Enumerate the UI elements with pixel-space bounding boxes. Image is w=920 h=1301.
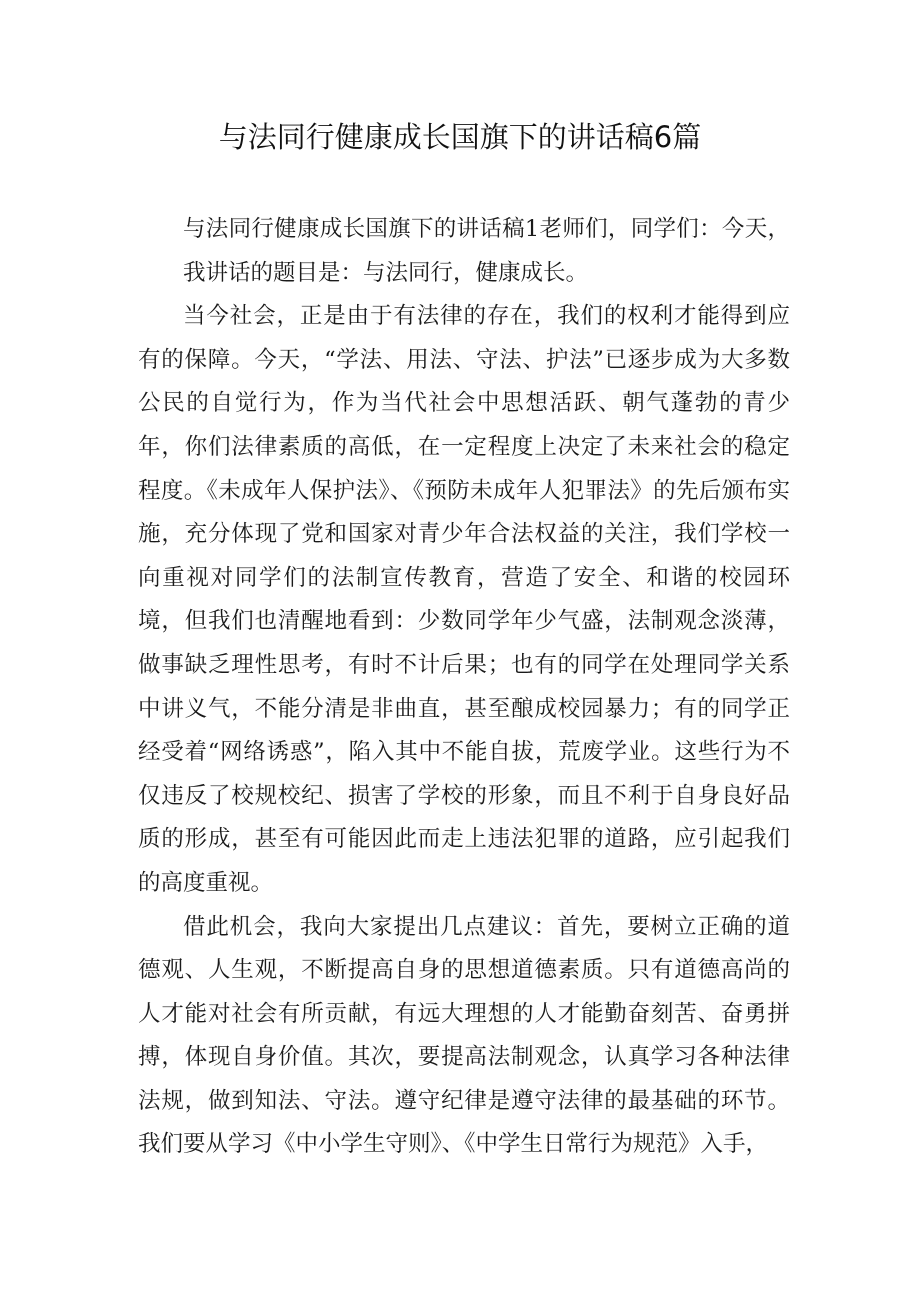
paragraph-2: 当今社会，正是由于有法律的存在，我们的权利才能得到应有的保障。今天，“学法、用法、守法、护法”已逐步成为大多数公民的自觉行为，作为当代社会中思想活跃、朝气蓬勃的青少年，你们法律素质的高低，在一定程度上决定了未来社会的稳定程度。《未成年人保护法》、《预防未成年人犯罪法》的先后颁布实施，充分体现了党和国家对青少年合法权益的关注，我们学校一向重视对同学们的法制宣传教育，营造了安全、和谐的校园环境，但我们也清醒地看到：少数同学年少气盛，法制观念淡薄，做事缺乏理性思考，有时不计后果；也有的同学在处理同学关系中讲义气，不能分清是非曲直，甚至酿成校园暴力；有的同学正经受着“网络诱惑”，陷入其中不能自拔，荒废学业。这些行为不仅违反了校规校纪、损害了学校的形象，而且不利于自身良好品质的形成，甚至有可能因此而走上违法犯罪的道路，应引起我们的高度重视。 <box>138 303 790 896</box>
document-title: 与法同行健康成长国旗下的讲话稿6篇 <box>218 120 702 154</box>
document-body <box>138 208 790 1167</box>
paragraph-1: 与法同行健康成长国旗下的讲话稿1老师们，同学们：今天，我讲话的题目是：与法同行，健康成长。 <box>183 216 790 286</box>
paragraph-3: 借此机会，我向大家提出几点建议：首先，要树立正确的道德观、人生观，不断提高自身的思想道德素质。只有道德高尚的人才能对社会有所贡献，有远大理想的人才能勤奋刻苦、奋勇拼搏，体现自身价值。其次，要提高法制观念，认真学习各种法律法规，做到知法、守法。遵守纪律是遵守法律的最基础的环节。我们要从学习《中小学生守则》、《中学生日常行为规范》入手， <box>138 913 790 1158</box>
